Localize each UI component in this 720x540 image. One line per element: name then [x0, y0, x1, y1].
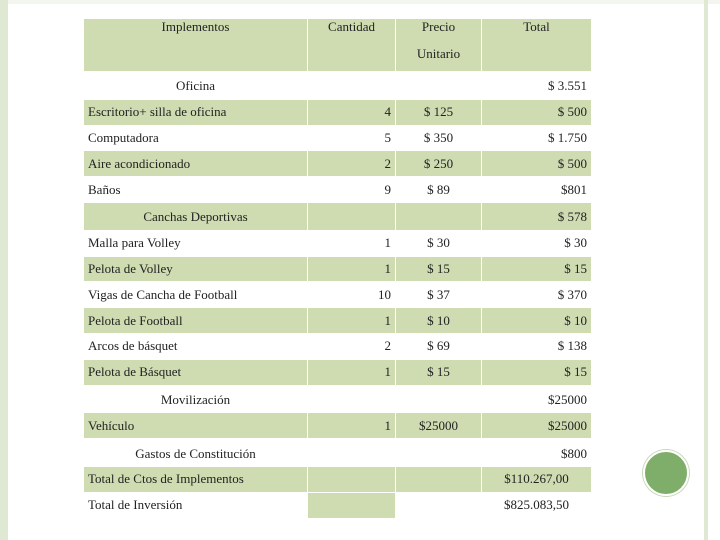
item-price: $ 89: [396, 177, 482, 203]
table-row: [84, 151, 592, 177]
investment-table: [83, 18, 592, 519]
total-implementos-row: [84, 466, 592, 492]
table-row: [84, 282, 592, 308]
section-total: $ 578: [482, 202, 592, 230]
item-qty: 10: [308, 282, 396, 308]
item-total: $ 30: [482, 230, 592, 256]
section-title: Movilización: [84, 385, 308, 413]
section-title: Canchas Deportivas: [84, 202, 308, 230]
item-price: $ 15: [396, 256, 482, 282]
section-title: Gastos de Constitución: [84, 439, 308, 467]
item-qty: 2: [308, 151, 396, 177]
section-total: $25000: [482, 385, 592, 413]
header-implementos: Implementos: [84, 19, 308, 72]
item-price: $ 15: [396, 359, 482, 385]
item-price: $ 125: [396, 99, 482, 125]
item-price: $ 37: [396, 282, 482, 308]
item-name: Pelota de Football: [84, 308, 308, 334]
section-total: $ 3.551: [482, 72, 592, 100]
item-name: Pelota de Volley: [84, 256, 308, 282]
item-price: $ 350: [396, 125, 482, 151]
table-row: [84, 413, 592, 439]
item-name: Computadora: [84, 125, 308, 151]
item-qty: 1: [308, 256, 396, 282]
header-row: [84, 19, 592, 72]
table-row: [84, 308, 592, 334]
section-row-movilizacion: [84, 385, 592, 413]
item-name: Arcos de básquet: [84, 333, 308, 359]
item-name: Baños: [84, 177, 308, 203]
item-qty: 4: [308, 99, 396, 125]
item-price: $ 10: [396, 308, 482, 334]
item-qty: 1: [308, 230, 396, 256]
total-inversion-row: [84, 492, 592, 518]
table-row: [84, 99, 592, 125]
total-implementos-value: $110.267,00: [482, 466, 592, 492]
slide-top-border: [0, 0, 720, 4]
item-qty: 1: [308, 308, 396, 334]
table-row: [84, 177, 592, 203]
item-name: Vehículo: [84, 413, 308, 439]
slide-right-border: [704, 0, 708, 540]
item-total: $ 15: [482, 256, 592, 282]
slide-left-border: [0, 0, 8, 540]
table-row: [84, 230, 592, 256]
item-total: $ 138: [482, 333, 592, 359]
item-total: $ 15: [482, 359, 592, 385]
item-name: Escritorio+ silla de oficina: [84, 99, 308, 125]
item-name: Pelota de Básquet: [84, 359, 308, 385]
item-total: $ 500: [482, 99, 592, 125]
item-qty: 2: [308, 333, 396, 359]
section-row-gastos: [84, 439, 592, 467]
item-total: $25000: [482, 413, 592, 439]
item-total: $801: [482, 177, 592, 203]
section-title: Oficina: [84, 72, 308, 100]
section-row-oficina: [84, 72, 592, 100]
table-row: [84, 125, 592, 151]
item-qty: 1: [308, 359, 396, 385]
total-inversion-value: $825.083,50: [482, 492, 592, 518]
table-row: [84, 359, 592, 385]
item-price: $ 69: [396, 333, 482, 359]
total-inversion-label: Total de Inversión: [84, 492, 308, 518]
header-total: Total: [482, 19, 592, 72]
item-price: $ 250: [396, 151, 482, 177]
total-implementos-label: Total de Ctos de Implementos: [84, 466, 308, 492]
item-total: $ 370: [482, 282, 592, 308]
item-total: $ 500: [482, 151, 592, 177]
item-qty: 1: [308, 413, 396, 439]
item-name: Malla para Volley: [84, 230, 308, 256]
item-qty: 9: [308, 177, 396, 203]
section-row-canchas: [84, 202, 592, 230]
item-qty: 5: [308, 125, 396, 151]
item-name: Vigas de Cancha de Football: [84, 282, 308, 308]
header-precio: Precio Unitario: [396, 19, 482, 72]
item-price: $ 30: [396, 230, 482, 256]
item-total: $ 1.750: [482, 125, 592, 151]
item-name: Aire acondicionado: [84, 151, 308, 177]
decorative-circle: [643, 450, 689, 496]
table-row: [84, 333, 592, 359]
item-total: $ 10: [482, 308, 592, 334]
table-row: [84, 256, 592, 282]
item-price: $25000: [396, 413, 482, 439]
header-cantidad: Cantidad: [308, 19, 396, 72]
section-total: $800: [482, 439, 592, 467]
